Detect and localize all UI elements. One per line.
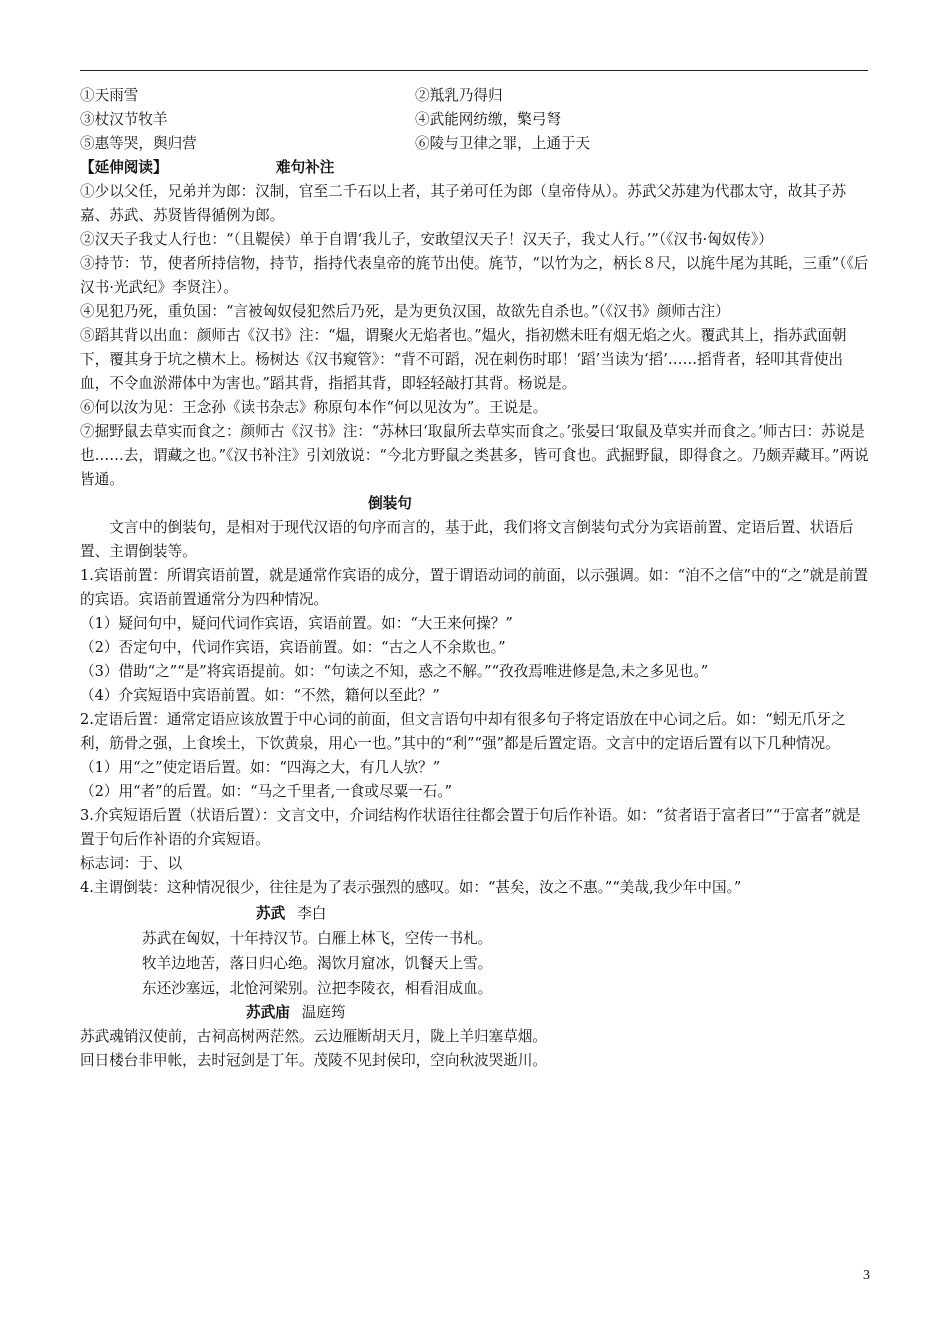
poem-author: 李白: [297, 905, 327, 922]
exercise-item: ①天雨雪: [80, 87, 139, 104]
poem-line: 苏武魂销汉使前，古祠高树两茫然。云边雁断胡天月，陇上羊归塞草烟。: [80, 1028, 548, 1045]
section-title: 倒装句: [368, 495, 412, 512]
poem-author: 温庭筠: [301, 1004, 346, 1021]
note-paragraph: ①少以父任，兄弟并为郎：汉制，官至二千石以上者，其子弟可任为郎（皇帝侍从）。苏武父苏建为代郡太守，故其子苏嘉、苏武、苏贤皆得循例为郎。: [80, 183, 847, 224]
poem-heading: [80, 902, 870, 926]
poem-heading: [80, 1001, 870, 1025]
grammar-paragraph: 4.主谓倒装：这种情况很少，往往是为了表示强烈的感叹。如：“甚矣，汝之不惠。”“美哉,我少年中国。”: [80, 879, 742, 896]
header-rule: [80, 70, 868, 71]
exercise-row: [80, 132, 870, 156]
section-title: 难句补注: [276, 159, 335, 176]
grammar-paragraph: （2）否定句中，代词作宾语，宾语前置。如：“古之人不余欺也。”: [80, 639, 506, 656]
grammar-paragraph: 2.定语后置：通常定语应该放置于中心词的前面，但文言语句中却有很多句子将定语放在中心词之后。如：“蚓无爪牙之利，筋骨之强，上食埃土，下饮黄泉，用心一也。”其中的“利”“强”都是后置定语。文言中的定语后置有以下几种情况。: [80, 711, 846, 752]
grammar-paragraph: （1）疑问句中，疑问代词作宾语，宾语前置。如：“大王来何操？”: [80, 615, 513, 632]
section-label: 【延伸阅读】: [80, 159, 168, 176]
poem-line: 东还沙塞远，北怆河梁别。泣把李陵衣，相看泪成血。: [142, 980, 493, 997]
grammar-paragraph: 3.介宾短语后置（状语后置）：文言文中，介词结构作状语往往都会置于句后作补语。如：“贫者语于富者曰”“于富者”就是置于句后作补语的介宾短语。: [80, 807, 861, 848]
note-paragraph: ③持节：节，使者所持信物，持节，指持代表皇帝的旄节出使。旄节，“以竹为之，柄长８尺，以旄牛尾为其眊，三重”（《后汉书·光武纪》李贤注）。: [80, 255, 869, 296]
exercise-item: ③杖汉节牧羊: [80, 111, 168, 128]
exercise-row: [80, 84, 870, 108]
notes-header: [80, 156, 870, 180]
grammar-paragraph: （4）介宾短语中宾语前置。如：“不然，籍何以至此？”: [80, 687, 440, 704]
poem-line: 牧羊边地苦，落日归心绝。渴饮月窟冰，饥餐天上雪。: [142, 955, 493, 972]
exercise-item: ⑤惠等哭，舆归营: [80, 135, 197, 152]
grammar-paragraph: （3）借助“之”“是”将宾语提前。如：“句读之不知，惑之不解。”“孜孜焉唯进修是急,未之多见也。”: [80, 663, 709, 680]
intro-paragraph: 文言中的倒装句，是相对于现代汉语的句序而言的，基于此，我们将文言倒装句式分为宾语前置、定语后置、状语后置、主谓倒装等。: [80, 519, 854, 560]
note-paragraph: ②汉天子我丈人行也：“（且鞮侯）单于自谓‘我儿子，安敢望汉天子！汉天子，我丈人行。’”（《汉书·匈奴传》）: [80, 231, 773, 248]
poem-title: 苏武庙: [246, 1004, 290, 1021]
grammar-paragraph: （1）用“之”使定语后置。如：“四海之大，有几人欤？”: [80, 759, 441, 776]
poem-line: 回日楼台非甲帐，去时冠剑是丁年。茂陵不见封侯印，空向秋波哭逝川。: [80, 1052, 548, 1069]
exercise-row: [80, 108, 870, 132]
note-paragraph: ④见犯乃死，重负国：“言被匈奴侵犯然后乃死，是为更负汉国，故欲先自杀也。”（《汉书》颜师古注）: [80, 303, 730, 320]
poem-title: 苏武: [256, 905, 286, 922]
note-paragraph: ⑦掘野鼠去草实而食之：颜师古《汉书》注：“苏林曰‘取鼠所去草实而食之。’张晏曰‘取鼠及草实并而食之。’师古曰：苏说是也……去，谓藏之也。”《汉书补注》引刘攽说：“今北方野鼠之类甚多，皆可食也。武掘野鼠，即得食之。乃颇弄藏耳。”两说皆通。: [80, 423, 869, 488]
grammar-paragraph: 1.宾语前置：所谓宾语前置，就是通常作宾语的成分，置于谓语动词的前面，以示强调。如：“洎不之信”中的“之”就是前置的宾语。宾语前置通常分为四种情况。: [80, 567, 869, 608]
grammar-paragraph: 标志词：于、以: [80, 855, 183, 872]
page-number: 3: [863, 1268, 870, 1283]
poem-line: 苏武在匈奴，十年持汉节。白雁上林飞，空传一书札。: [142, 930, 493, 947]
note-paragraph: ⑤蹈其背以出血：颜师古《汉书》注：“煴，谓聚火无焰者也。”煴火，指初燃未旺有烟无焰之火。覆武其上，指苏武面朝下，覆其身于坑之横木上。杨树达《汉书窥管》：“背不可蹈，况在刺伤时耶！‘蹈’当读为‘搯’……搯背者，轻叩其背使出血，不令血淤滞体中为害也。”蹈其背，指搯其背，即轻轻敲打其背。杨说是。: [80, 327, 847, 392]
grammar-paragraph: （2）用“者”的后置。如：“马之千里者,一食或尽粟一石。”: [80, 783, 453, 800]
exercise-item: ②羝乳乃得归: [415, 87, 503, 104]
exercise-item: ⑥陵与卫律之罪，上通于天: [415, 135, 591, 152]
page-body: [80, 84, 870, 1073]
note-paragraph: ⑥何以汝为见：王念孙《读书杂志》称原句本作“何以见汝为”。王说是。: [80, 399, 548, 416]
exercise-item: ④武能网纺缴，檠弓弩: [415, 111, 561, 128]
